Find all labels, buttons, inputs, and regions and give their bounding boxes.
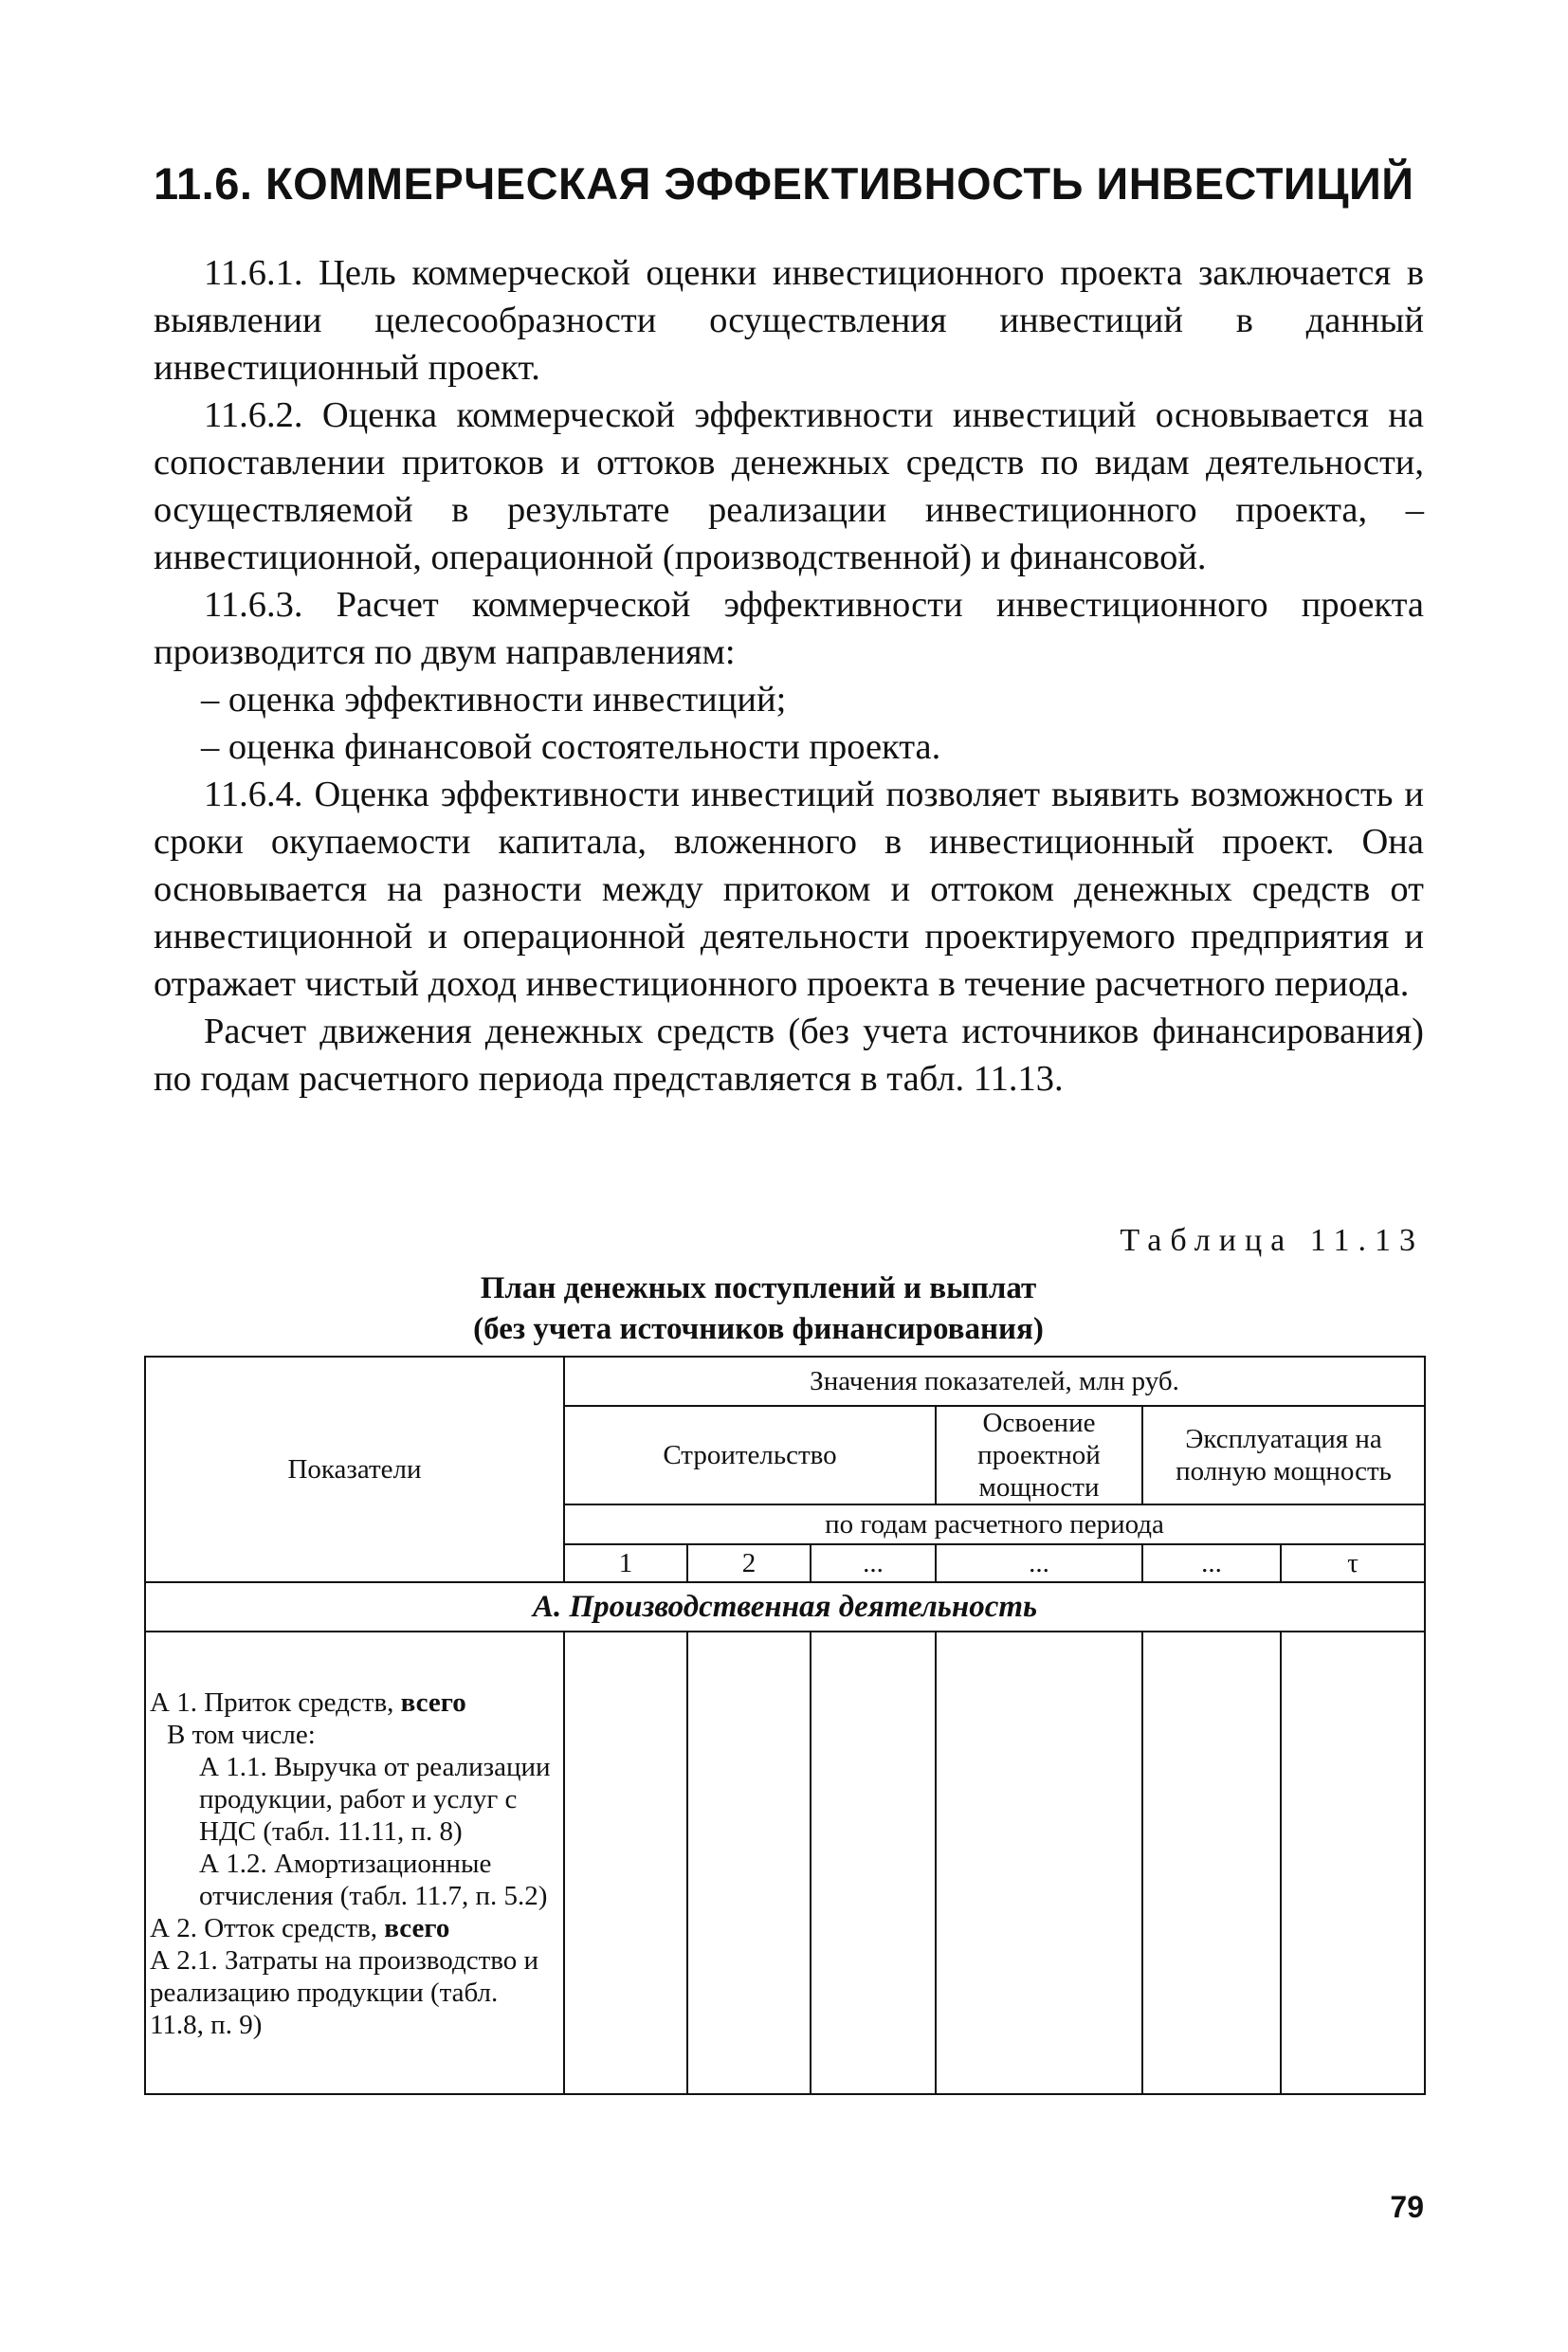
indicator-list xyxy=(145,1632,564,2094)
header-values: Значения показателей, млн руб. xyxy=(564,1357,1425,1406)
paragraph-11-6-3: 11.6.3. Расчет коммерческой эффективности инвестиционного проекта производится по двум направлениям: xyxy=(154,585,1424,672)
row-a2: А 2. Отток средств, всего xyxy=(150,1913,450,1943)
year-col-tau: τ xyxy=(1281,1544,1425,1582)
header-mastering: Освоение проектной мощности xyxy=(936,1406,1142,1504)
page-number: 79 xyxy=(1390,2190,1424,2224)
year-col-2: 2 xyxy=(687,1544,811,1582)
value-cell xyxy=(687,1632,811,2094)
header-operation: Эксплуатация на полную мощность xyxy=(1142,1406,1425,1504)
row-including: В том числе: xyxy=(167,1720,316,1750)
value-cell xyxy=(811,1632,936,2094)
paragraph-11-6-2: 11.6.2. Оценка коммерческой эффективности инвестиций основывается на сопоставлении притоков и оттоков денежных средств по видам деятельности, осуществляемой в результате реализации инвестиционного проекта, – инвестиционной, операционной (производственной) и финансовой. xyxy=(154,395,1424,577)
header-years: по годам расчетного периода xyxy=(564,1504,1425,1544)
section-title: 11.6. КОММЕРЧЕСКАЯ ЭФФЕКТИВНОСТЬ ИНВЕСТИЦИЙ xyxy=(154,158,1414,209)
row-a1-2: А 1.2. Амортизационные отчисления (табл. 11.7, п. 5.2) xyxy=(199,1849,548,1911)
table-caption xyxy=(284,1268,1232,1350)
table-caption-line2: (без учета источников финансирования) xyxy=(473,1312,1044,1346)
row-a1: А 1. Приток средств, всего xyxy=(150,1687,466,1718)
year-col-5: ... xyxy=(1142,1544,1281,1582)
paragraph-cash-flow: Расчет движения денежных средств (без учета источников финансирования) по годам расчетного периода представляется в табл. 11.13. xyxy=(154,1012,1424,1099)
header-indicators: Показатели xyxy=(145,1357,564,1582)
value-cell xyxy=(1281,1632,1425,2094)
header-construction: Строительство xyxy=(564,1406,936,1504)
cash-flow-table xyxy=(144,1356,1426,2095)
table-caption-line1: План денежных поступлений и выплат xyxy=(480,1271,1037,1305)
row-a2-1: А 2.1. Затраты на производство и реализацию продукции (табл. 11.8, п. 9) xyxy=(150,1945,539,2040)
value-cell xyxy=(936,1632,1142,2094)
list-item-investment-efficiency: – оценка эффективности инвестиций; xyxy=(201,680,787,720)
paragraph-11-6-1: 11.6.1. Цель коммерческой оценки инвестиционного проекта заключается в выявлении целесообразности осуществления инвестиций в данный инвестиционный проект. xyxy=(154,253,1424,388)
value-cell xyxy=(1142,1632,1281,2094)
list-item-financial-solvency: – оценка финансовой состоятельности проекта. xyxy=(201,727,941,767)
year-col-4: ... xyxy=(936,1544,1142,1582)
value-cell xyxy=(564,1632,687,2094)
table-label: Таблица 11.13 xyxy=(1120,1223,1424,1258)
row-a1-1: А 1.1. Выручка от реализации продукции, работ и услуг с НДС (табл. 11.11, п. 8) xyxy=(199,1752,551,1847)
paragraph-11-6-4: 11.6.4. Оценка эффективности инвестиций позволяет выявить возможность и сроки окупаемости капитала, вложенного в инвестиционный проект. Она основывается на разности между притоком и оттоком денежных средств от инвестиционной и операционной деятельности проектируемого предприятия и отражает чистый доход инвестиционного проекта в течение расчетного периода. xyxy=(154,775,1424,1004)
body-text xyxy=(154,249,1424,1103)
section-production-activity: А. Производственная деятельность xyxy=(145,1582,1425,1632)
year-col-1: 1 xyxy=(564,1544,687,1582)
year-col-3: ... xyxy=(811,1544,936,1582)
